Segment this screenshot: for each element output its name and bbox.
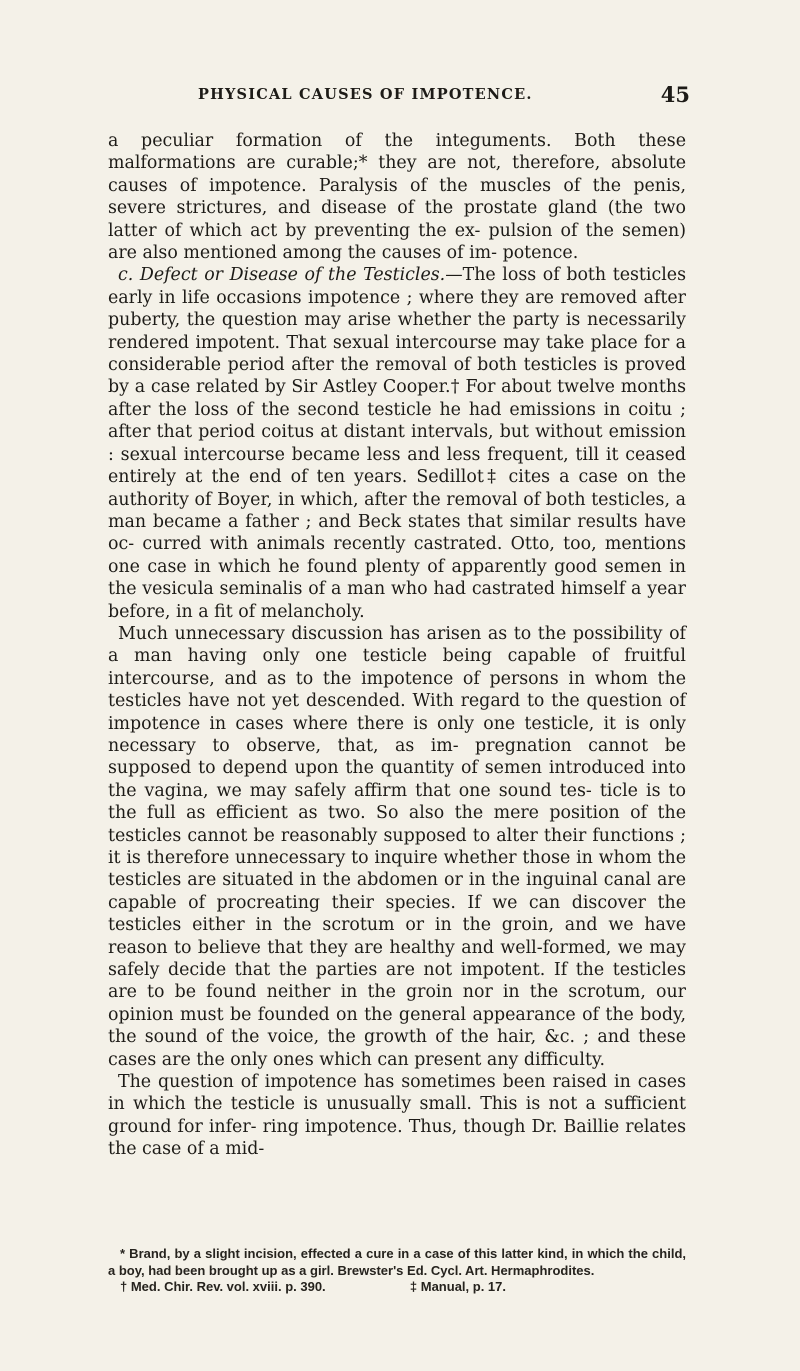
footnote-3: ‡ Manual, p. 17.: [409, 1279, 506, 1294]
footnotes: [108, 1246, 686, 1296]
running-title: PHYSICAL CAUSES OF IMPOTENCE.: [198, 86, 533, 103]
paragraph-1: a peculiar formation of the integuments. Both these malformations are curable;* they are not, therefore, absolute causes of impotence. Paralysis of the muscles of the penis, severe strictures, and disease of the prostate gland (the two latter of which act by preventing the ex- pulsion of the semen) are also mentioned among the causes of im- potence.: [108, 131, 686, 264]
section-heading-testicles: c. Defect or Disease of the Testicles.: [118, 265, 446, 286]
footnote-row: [108, 1279, 686, 1296]
body-text: [108, 130, 686, 1161]
footnote-2: † Med. Chir. Rev. vol. xviii. p. 390.: [120, 1279, 326, 1294]
paragraph-4: The question of impotence has sometimes been raised in cases in which the testicle is unusually small. This is not a sufficient ground for infer- ring impotence. Thus, though Dr. Baillie relates the case of a mid-: [108, 1072, 686, 1160]
page-number: 45: [660, 82, 690, 107]
paragraph-2: [108, 264, 686, 623]
footnote-1: * Brand, by a slight incision, effected a cure in a case of this latter kind, in which the child, a boy, had been brought up as a girl. Brewster's Ed. Cycl. Art. Hermaphrodites.: [108, 1246, 686, 1278]
paragraph-3: Much unnecessary discussion has arisen as to the possibility of a man having only one testicle being capable of fruitful intercourse, and as to the impotence of persons in whom the testicles have not yet descended. With regard to the question of impotence in cases where there is only one testicle, it is only necessary to observe, that, as im- pregnation cannot be supposed to depend upon the quantity of semen introduced into the vagina, we may safely affirm that one sound tes- ticle is to the full as efficient as two. So also the mere position of the testicles cannot be reasonably supposed to alter their functions ; it is therefore unnecessary to inquire whether those in whom the testicles are situated in the abdomen or in the inguinal canal are capable of procreating their species. If we can discover the testicles either in the scrotum or in the groin, and we have reason to believe that they are healthy and well-formed, we may safely decide that the parties are not impotent. If the testicles are to be found neither in the groin nor in the scrotum, our opinion must be founded on the general appearance of the body, the sound of the voice, the growth of the hair, &c. ; and these cases are the only ones which can present any difficulty.: [108, 623, 686, 1070]
paragraph-2-text: —The loss of both testicles early in life occasions impotence ; where they are removed after puberty, the question may arise whether the party is necessarily rendered impotent. That sexual intercourse may take place for a considerable period after the removal of both testicles is proved by a case related by Sir Astley Cooper.† For about twelve months after the loss of the second testicle he had emissions in coitu ; after that period coitus at distant intervals, but without emission : sexual intercourse became less and less frequent, till it ceased entirely at the end of ten years. Sedillot‡ cites a case on the authority of Boyer, in which, after the removal of both testicles, a man became a father ; and Beck states that similar results have oc- curred with animals recently castrated. Otto, too, mentions one case in which he found plenty of apparently good semen in the vesicula seminalis of a man who had castrated himself a year before, in a fit of melancholy.: [108, 265, 686, 622]
page-header: [148, 82, 800, 114]
